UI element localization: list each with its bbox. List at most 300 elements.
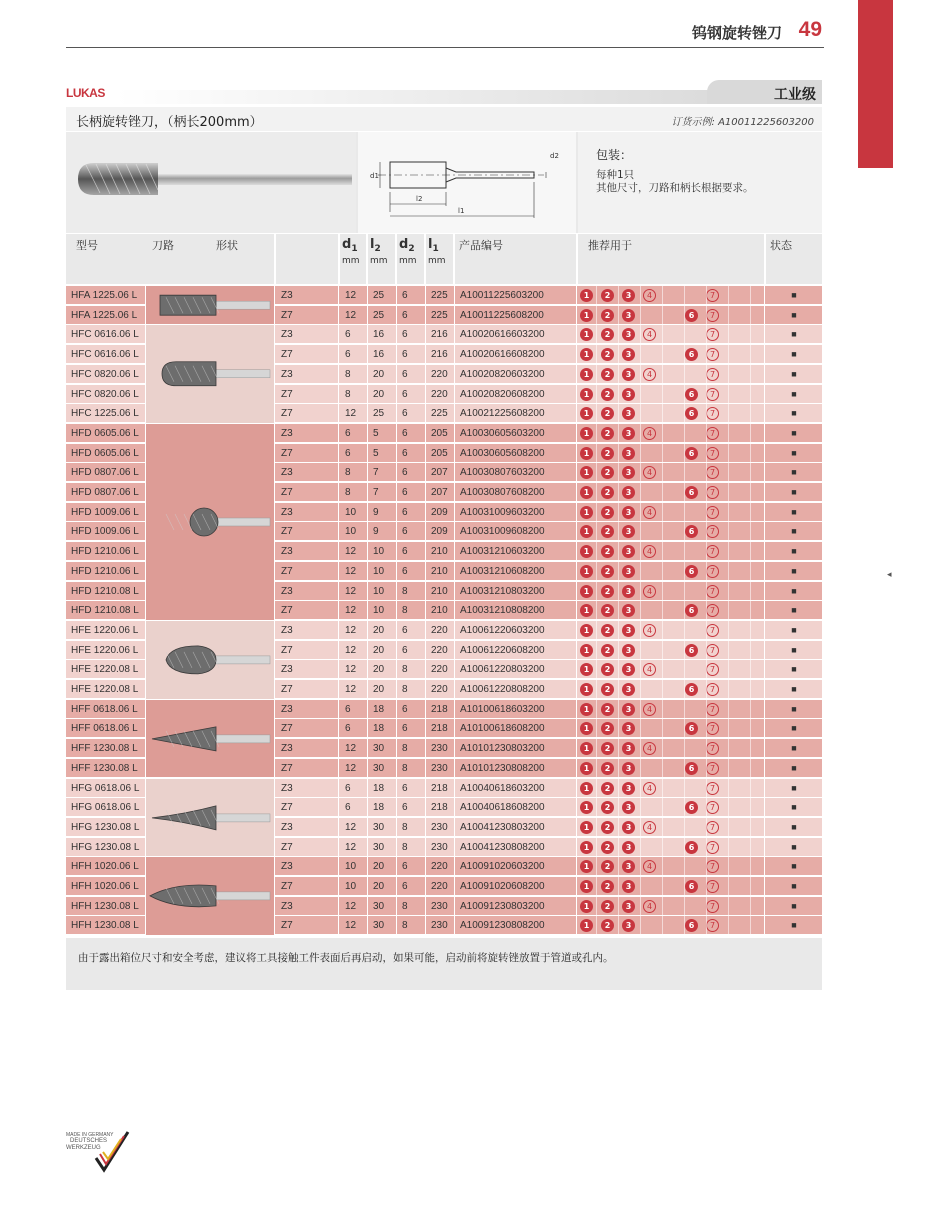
use-badge-3: 3 <box>622 309 635 322</box>
use-badge-2: 2 <box>601 821 614 834</box>
use-badge-7: 7 <box>706 309 719 322</box>
cell-cut: Z3 <box>281 368 293 380</box>
label-l1: l1 <box>458 207 465 215</box>
cell-type: HFH 1230.08 L <box>71 900 139 912</box>
use-badge-1: 1 <box>580 762 593 775</box>
cell-d1: 12 <box>345 624 357 636</box>
cell-l2: 10 <box>373 546 385 558</box>
cell-l2: 20 <box>373 368 385 380</box>
cell-type: HFD 0807.06 L <box>71 467 139 479</box>
cell-use <box>578 286 764 305</box>
cell-l1: 209 <box>431 526 448 538</box>
cell-d2: 6 <box>402 506 408 518</box>
cell-d1: 10 <box>345 526 357 538</box>
cell-state: ■ <box>791 841 797 852</box>
use-badge-2: 2 <box>601 900 614 913</box>
page-number: 49 <box>798 18 822 41</box>
cell-part-no: A10061220603200 <box>460 624 545 636</box>
use-badge-2: 2 <box>601 703 614 716</box>
cell-cut: Z3 <box>281 624 293 636</box>
use-badge-1: 1 <box>580 506 593 519</box>
use-badge-4: 4 <box>643 289 656 302</box>
use-badge-2: 2 <box>601 585 614 598</box>
use-badge-3: 3 <box>622 407 635 420</box>
cell-l1: 210 <box>431 565 448 577</box>
cell-part-no: A10031009603200 <box>460 506 545 518</box>
brand-logo: LUKAS <box>66 86 105 100</box>
use-badge-2: 2 <box>601 466 614 479</box>
use-badge-2: 2 <box>601 880 614 893</box>
checkmark-icon <box>66 1124 136 1174</box>
cell-state: ■ <box>791 546 797 557</box>
made-in-germany-logo <box>66 1124 136 1174</box>
cell-state: ■ <box>791 644 797 655</box>
cell-l1: 220 <box>431 644 448 656</box>
cell-type: HFC 0616.06 L <box>71 329 139 341</box>
use-badge-7: 7 <box>706 919 719 932</box>
cell-l2: 20 <box>373 684 385 695</box>
cell-type: HFG 1230.08 L <box>71 841 140 853</box>
use-badge-1: 1 <box>580 466 593 479</box>
use-badge-2: 2 <box>601 368 614 381</box>
cell-type: HFH 1020.06 L <box>71 881 139 892</box>
cell-use <box>578 463 764 482</box>
cell-d1: 12 <box>345 546 357 558</box>
cell-d1: 12 <box>345 920 357 932</box>
cell-d2: 6 <box>402 427 408 439</box>
use-badge-1: 1 <box>580 486 593 499</box>
cell-l2: 18 <box>373 703 385 715</box>
use-badge-7: 7 <box>706 407 719 420</box>
cell-l2: 7 <box>373 487 379 498</box>
use-badge-2: 2 <box>601 762 614 775</box>
use-badge-2: 2 <box>601 407 614 420</box>
cell-cut: Z7 <box>281 309 293 321</box>
use-badge-7: 7 <box>706 289 719 302</box>
use-badge-1: 1 <box>580 644 593 657</box>
cell-state: ■ <box>791 290 797 300</box>
use-badge-7: 7 <box>706 585 719 598</box>
use-badge-3: 3 <box>622 762 635 775</box>
cell-d1: 12 <box>345 841 357 853</box>
label-l2: l2 <box>416 195 423 203</box>
cell-cut: Z3 <box>281 467 293 479</box>
cell-type: HFD 0605.06 L <box>71 447 139 459</box>
cell-d2: 6 <box>402 290 408 301</box>
cell-part-no: A10100618603200 <box>460 703 545 715</box>
cell-d1: 6 <box>345 782 351 794</box>
cell-part-no: A10011225603200 <box>460 290 544 301</box>
cell-d2: 6 <box>402 408 408 420</box>
cell-state: ■ <box>791 467 797 478</box>
cell-l1: 205 <box>431 447 448 459</box>
cell-part-no: A10031210603200 <box>460 546 545 558</box>
col-use: 推荐用于 <box>588 239 632 252</box>
use-badge-3: 3 <box>622 644 635 657</box>
cell-cut: Z7 <box>281 565 293 577</box>
cell-state: ■ <box>791 349 797 360</box>
use-badge-4: 4 <box>643 860 656 873</box>
use-badge-3: 3 <box>622 585 635 598</box>
cell-d2: 6 <box>402 782 408 794</box>
cell-d2: 6 <box>402 703 408 715</box>
cell-d1: 8 <box>345 467 351 479</box>
cell-type: HFG 0618.06 L <box>71 782 140 794</box>
cell-type: HFD 1210.06 L <box>71 546 139 558</box>
cell-type: HFF 0618.06 L <box>71 723 138 735</box>
use-badge-1: 1 <box>580 703 593 716</box>
use-badge-2: 2 <box>601 624 614 637</box>
cell-d1: 12 <box>345 900 357 912</box>
cell-use <box>578 916 764 935</box>
use-badge-6: 6 <box>685 841 698 854</box>
cell-state: ■ <box>791 664 797 675</box>
cell-l1: 230 <box>431 821 448 833</box>
use-badge-2: 2 <box>601 919 614 932</box>
col-part-no: 产品编号 <box>459 239 503 252</box>
cell-cut: Z3 <box>281 546 293 558</box>
cell-d1: 6 <box>345 703 351 715</box>
cell-use <box>578 582 764 601</box>
cell-state: ■ <box>791 624 797 635</box>
use-badge-2: 2 <box>601 447 614 460</box>
cell-cut: Z3 <box>281 585 293 597</box>
cell-state: ■ <box>791 900 797 911</box>
cell-type: HFD 1009.06 L <box>71 526 139 538</box>
tool-image-ball <box>146 424 274 620</box>
use-badge-7: 7 <box>706 683 719 696</box>
use-badge-1: 1 <box>580 841 593 854</box>
cell-use <box>578 759 764 778</box>
cell-part-no: A10061220608200 <box>460 644 545 656</box>
cell-state: ■ <box>791 565 797 576</box>
cell-state: ■ <box>791 585 797 596</box>
cell-l1: 220 <box>431 664 448 676</box>
cell-d1: 12 <box>345 664 357 676</box>
use-badge-2: 2 <box>601 486 614 499</box>
cell-d1: 6 <box>345 802 351 814</box>
cell-use <box>578 739 764 758</box>
cell-cut: Z7 <box>281 802 293 814</box>
cell-type: HFD 1210.08 L <box>71 605 139 617</box>
cell-l2: 20 <box>373 388 385 400</box>
cell-use <box>578 877 764 896</box>
cell-part-no: A10061220803200 <box>460 664 545 676</box>
use-badge-6: 6 <box>685 644 698 657</box>
use-badge-3: 3 <box>622 506 635 519</box>
use-badge-1: 1 <box>580 545 593 558</box>
cell-state: ■ <box>791 703 797 714</box>
use-badge-1: 1 <box>580 289 593 302</box>
use-badge-7: 7 <box>706 486 719 499</box>
cell-d2: 6 <box>402 723 408 735</box>
cell-cut: Z7 <box>281 388 293 400</box>
use-badge-1: 1 <box>580 801 593 814</box>
use-badge-2: 2 <box>601 348 614 361</box>
cell-state: ■ <box>791 821 797 832</box>
cell-type: HFF 1230.08 L <box>71 743 138 755</box>
use-badge-3: 3 <box>622 801 635 814</box>
cell-l1: 218 <box>431 782 448 794</box>
cell-d2: 8 <box>402 900 408 912</box>
cell-use <box>578 798 764 817</box>
cell-use <box>578 306 764 325</box>
cell-d1: 10 <box>345 861 357 873</box>
cell-cut: Z3 <box>281 427 293 439</box>
cell-use <box>578 818 764 837</box>
cell-state: ■ <box>791 723 797 734</box>
use-badge-3: 3 <box>622 919 635 932</box>
use-badge-4: 4 <box>643 545 656 558</box>
col-state: 状态 <box>770 239 792 252</box>
cell-d1: 12 <box>345 309 357 321</box>
use-badge-7: 7 <box>706 565 719 578</box>
cell-part-no: A10100618608200 <box>460 723 545 735</box>
cell-cut: Z3 <box>281 664 293 676</box>
cell-l1: 220 <box>431 368 448 380</box>
cell-state: ■ <box>791 487 797 497</box>
use-badge-3: 3 <box>622 289 635 302</box>
col-l1: $l_1$ mm <box>428 237 446 267</box>
col-d1: $d_1$ mm <box>342 237 360 267</box>
use-badge-3: 3 <box>622 663 635 676</box>
tool-image-flame-pointed <box>146 779 274 857</box>
cell-state: ■ <box>791 782 797 793</box>
cell-type: HFD 0605.06 L <box>71 427 139 439</box>
cell-cut: Z7 <box>281 762 293 774</box>
cell-use <box>578 385 764 404</box>
cell-l1: 218 <box>431 802 448 814</box>
cell-part-no: A10091230808200 <box>460 920 545 932</box>
use-badge-2: 2 <box>601 427 614 440</box>
use-badge-4: 4 <box>643 900 656 913</box>
use-badge-3: 3 <box>622 368 635 381</box>
cell-type: HFC 0820.06 L <box>71 368 139 380</box>
use-badge-2: 2 <box>601 782 614 795</box>
cell-l2: 30 <box>373 762 385 774</box>
use-badge-7: 7 <box>706 447 719 460</box>
use-badge-4: 4 <box>643 624 656 637</box>
cell-use <box>578 483 764 502</box>
cell-use <box>578 365 764 384</box>
cell-d2: 6 <box>402 447 408 459</box>
cell-type: HFF 0618.06 L <box>71 703 138 715</box>
use-badge-7: 7 <box>706 821 719 834</box>
cell-type: HFD 0807.06 L <box>71 487 139 498</box>
cell-part-no: A10020820603200 <box>460 368 545 380</box>
use-badge-2: 2 <box>601 545 614 558</box>
cell-part-no: A10030605608200 <box>460 447 545 459</box>
use-badge-6: 6 <box>685 447 698 460</box>
cell-use <box>578 621 764 640</box>
cell-cut: Z7 <box>281 920 293 932</box>
use-badge-6: 6 <box>685 388 698 401</box>
cell-l2: 5 <box>373 447 379 459</box>
cell-l1: 209 <box>431 506 448 518</box>
cell-use <box>578 641 764 660</box>
cell-d2: 8 <box>402 841 408 853</box>
cell-part-no: A10040618603200 <box>460 782 545 794</box>
cell-state: ■ <box>791 881 797 891</box>
use-badge-7: 7 <box>706 545 719 558</box>
cell-cut: Z7 <box>281 881 293 892</box>
use-badge-7: 7 <box>706 506 719 519</box>
use-badge-7: 7 <box>706 348 719 361</box>
cell-type: HFG 0618.06 L <box>71 802 140 814</box>
use-badge-2: 2 <box>601 742 614 755</box>
cell-part-no: A10041230803200 <box>460 821 545 833</box>
cell-state: ■ <box>791 447 797 458</box>
cell-l2: 10 <box>373 585 385 597</box>
use-badge-6: 6 <box>685 919 698 932</box>
use-badge-1: 1 <box>580 447 593 460</box>
use-badge-3: 3 <box>622 388 635 401</box>
cell-l2: 20 <box>373 624 385 636</box>
chapter-tab <box>858 0 893 168</box>
cell-cut: Z7 <box>281 487 293 498</box>
use-badge-3: 3 <box>622 841 635 854</box>
cell-d2: 6 <box>402 467 408 479</box>
cell-state: ■ <box>791 684 797 694</box>
cell-d1: 8 <box>345 368 351 380</box>
use-badge-7: 7 <box>706 525 719 538</box>
cell-d1: 12 <box>345 585 357 597</box>
cell-d2: 8 <box>402 585 408 597</box>
use-badge-2: 2 <box>601 663 614 676</box>
cell-d2: 8 <box>402 743 408 755</box>
cell-l1: 230 <box>431 900 448 912</box>
cell-l1: 225 <box>431 408 448 420</box>
cell-l1: 210 <box>431 605 448 617</box>
cell-use <box>578 325 764 344</box>
use-badge-7: 7 <box>706 703 719 716</box>
use-badge-1: 1 <box>580 860 593 873</box>
cell-l1: 220 <box>431 684 448 695</box>
use-badge-2: 2 <box>601 722 614 735</box>
cell-use <box>578 779 764 798</box>
cell-type: HFH 1230.08 L <box>71 920 139 932</box>
use-badge-7: 7 <box>706 762 719 775</box>
cell-cut: Z3 <box>281 743 293 755</box>
cell-l2: 18 <box>373 723 385 735</box>
cell-l1: 220 <box>431 388 448 400</box>
tool-image-cylinder <box>146 286 274 324</box>
cell-l2: 25 <box>373 309 385 321</box>
use-badge-7: 7 <box>706 466 719 479</box>
cell-l2: 30 <box>373 743 385 755</box>
cell-l2: 7 <box>373 467 379 479</box>
use-badge-6: 6 <box>685 762 698 775</box>
technical-drawing <box>358 132 576 233</box>
use-badge-7: 7 <box>706 368 719 381</box>
cell-l2: 5 <box>373 427 379 439</box>
footer-line-3: WERKZEUG <box>66 1145 101 1151</box>
cell-l1: 207 <box>431 467 448 479</box>
cell-d1: 12 <box>345 565 357 577</box>
use-badge-3: 3 <box>622 821 635 834</box>
cell-d2: 8 <box>402 920 408 932</box>
info-panel <box>66 132 822 233</box>
cell-d1: 12 <box>345 605 357 617</box>
cell-type: HFE 1220.06 L <box>71 644 139 656</box>
cell-d2: 6 <box>402 487 408 498</box>
cell-d1: 8 <box>345 388 351 400</box>
side-mark: ◂ <box>887 570 892 580</box>
cell-d2: 6 <box>402 546 408 558</box>
cell-part-no: A10031210808200 <box>460 605 545 617</box>
col-cut: 刀路 <box>152 239 174 252</box>
safety-note <box>66 938 822 990</box>
cell-l1: 220 <box>431 624 448 636</box>
use-badge-1: 1 <box>580 585 593 598</box>
cell-l1: 210 <box>431 585 448 597</box>
cell-type: HFE 1220.08 L <box>71 684 139 695</box>
cell-part-no: A10091020603200 <box>460 861 545 873</box>
cell-use <box>578 660 764 679</box>
use-badge-1: 1 <box>580 880 593 893</box>
cell-l2: 30 <box>373 841 385 853</box>
use-badge-1: 1 <box>580 683 593 696</box>
cell-state: ■ <box>791 762 797 773</box>
cell-cut: Z7 <box>281 644 293 656</box>
cell-d1: 12 <box>345 408 357 420</box>
cell-part-no: A10011225608200 <box>460 309 544 321</box>
product-subtitle-row <box>66 107 822 131</box>
cell-l1: 218 <box>431 703 448 715</box>
cell-d2: 8 <box>402 605 408 617</box>
cell-cut: Z3 <box>281 900 293 912</box>
cell-part-no: A10030807603200 <box>460 467 545 479</box>
use-badge-6: 6 <box>685 407 698 420</box>
cell-type: HFA 1225.06 L <box>71 290 138 301</box>
cell-d1: 6 <box>345 427 351 439</box>
use-badge-1: 1 <box>580 368 593 381</box>
cell-d2: 6 <box>402 368 408 380</box>
use-badge-4: 4 <box>643 742 656 755</box>
product-subtitle: 长柄旋转锉刀，（柄长200mm） <box>76 115 263 130</box>
cell-l2: 25 <box>373 290 385 301</box>
cell-l1: 218 <box>431 723 448 735</box>
use-badge-3: 3 <box>622 624 635 637</box>
use-badge-3: 3 <box>622 545 635 558</box>
cell-use <box>578 857 764 876</box>
use-badge-2: 2 <box>601 525 614 538</box>
cell-type: HFC 1225.06 L <box>71 408 139 420</box>
use-badge-3: 3 <box>622 447 635 460</box>
cell-cut: Z7 <box>281 447 293 459</box>
use-badge-2: 2 <box>601 506 614 519</box>
cell-cut: Z7 <box>281 841 293 853</box>
use-badge-6: 6 <box>685 880 698 893</box>
grade-label: 工业级 <box>774 87 816 103</box>
col-l2: $l_2$ mm <box>370 237 388 267</box>
use-badge-3: 3 <box>622 328 635 341</box>
use-badge-1: 1 <box>580 328 593 341</box>
cell-l2: 20 <box>373 881 385 892</box>
cell-cut: Z7 <box>281 526 293 538</box>
use-badge-7: 7 <box>706 900 719 913</box>
use-badge-3: 3 <box>622 486 635 499</box>
use-badge-7: 7 <box>706 722 719 735</box>
use-badge-4: 4 <box>643 328 656 341</box>
use-badge-2: 2 <box>601 328 614 341</box>
use-badge-2: 2 <box>601 309 614 322</box>
use-badge-4: 4 <box>643 782 656 795</box>
use-badge-1: 1 <box>580 663 593 676</box>
cell-type: HFE 1220.08 L <box>71 664 139 676</box>
order-example: 订货示例: A10011225603200 <box>671 117 814 128</box>
cell-state: ■ <box>791 427 797 438</box>
